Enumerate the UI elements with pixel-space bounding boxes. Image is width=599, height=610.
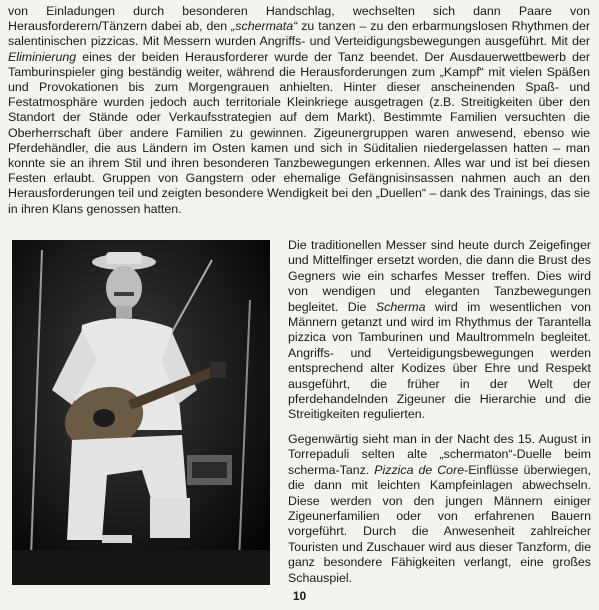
right1-text-2: wird im wesentlichen von Männern getanzt und wird im Rhythmus der Tarantella pizzica von Tamburinen und Maultrommeln begleitet. Angriffs- und Verteidigungsbewegungen werden entsprechend alter Kodizes über Ehre und Respekt ausgeführt, die früher in der Welt der pferdehandelnden Zigeuner die Hierarchie und die Streitigkeiten regulierten. xyxy=(288,299,591,422)
right2-text-2: -Einflüsse überwiegen, die dann mit leichten Kampfeinlagen abwechseln. Diese werden von den jungen Männern einiger Zigeunerfamilien oder von erfahrenen Bauern vorgeführt. Durch die Anwesenheit zahlreicher Touristen und Zuschauer wird aus dieser Tanzform, die ganz besondere Fähigkeiten verlangt, eine großes Schauspiel. xyxy=(288,462,591,585)
page-number: 10 xyxy=(292,589,307,603)
intro-text-2: zu tanzen – zu den erbarmungslosen Rhythmen der salentinischen pizzicas. Mit Messern wurden Angriffs- und Verteidigungsbewegungen ausgeführt. Mit der xyxy=(8,19,590,49)
right-paragraph-2 xyxy=(288,432,591,586)
intro-emphasis-schermata: „schermata“ xyxy=(231,19,298,34)
intro-text-3: eines der beiden Herausforderer wurde der Tanz beendet. Der Ausdauerwettbewerb der Tamburinspieler ging beständig weiter, während die Herausforderungen zum „Kampf“ mit vielen Späßen und Provokationen bis zum Morgengrauen anhielten. Hinter dieser anscheinenden Spaß- und Festatmosphäre wurden jedoch auch territoriale Kleinkriege ausgetragen (z.B. Streitigkeiten über den Standort der Stände oder Verkaufsstrategien auf dem Markt). Bestimmte Familien versuchten die Oberherrschaft über andere Familien zu gewinnen. Zigeunergruppen waren anwesend, ebenso wie Pferdehändler, die aus Ländern im Osten kamen und sich in Süditalien niedergelassen hatten – man konnte sie an ihrem Stil und ihren besonderen Tanzbewegungen erkennen. Alles war und ist bei diesen Festen erlaubt. Gruppen von Gangstern oder ehemalige Gefängnisinsassen nahmen auch an den Herausforderungen teil und zeigten besondere Wendigkeit bei den „Duellen“ – dank des Trainings, das sie in ihren Klans genossen hatten. xyxy=(8,49,590,216)
right1-text-1: Die traditionellen Messer sind heute durch Zeigefinger und Mittelfinger ersetzt worden, die dann die Brust des Gegners wie ein scharfes Messer treffen. Dies wird von wendigen und eleganten Tanzbewegungen begleitet. Die xyxy=(288,238,591,314)
right1-emphasis-scherma: Scherma xyxy=(375,299,426,314)
intro-paragraph xyxy=(8,4,590,217)
right-paragraph-1 xyxy=(288,238,591,423)
musician-photo xyxy=(12,240,270,585)
intro-text-1: von Einladungen durch besonderen Handschlag, wechselten sich dann Paare von Herausforderern/Tänzern dabei ab, den xyxy=(8,4,590,34)
right2-emphasis-pizzica: Pizzica de Core xyxy=(374,462,465,477)
right-column xyxy=(288,238,591,595)
musician-photo-illustration xyxy=(12,240,270,585)
right2-text-1: Gegenwärtig sieht man in der Nacht des 15. August in Torrepaduli selten alte „schermaton“-Duelle beim scherma-Tanz. xyxy=(288,431,591,477)
intro-emphasis-eliminierung: Eliminierung xyxy=(8,49,77,64)
